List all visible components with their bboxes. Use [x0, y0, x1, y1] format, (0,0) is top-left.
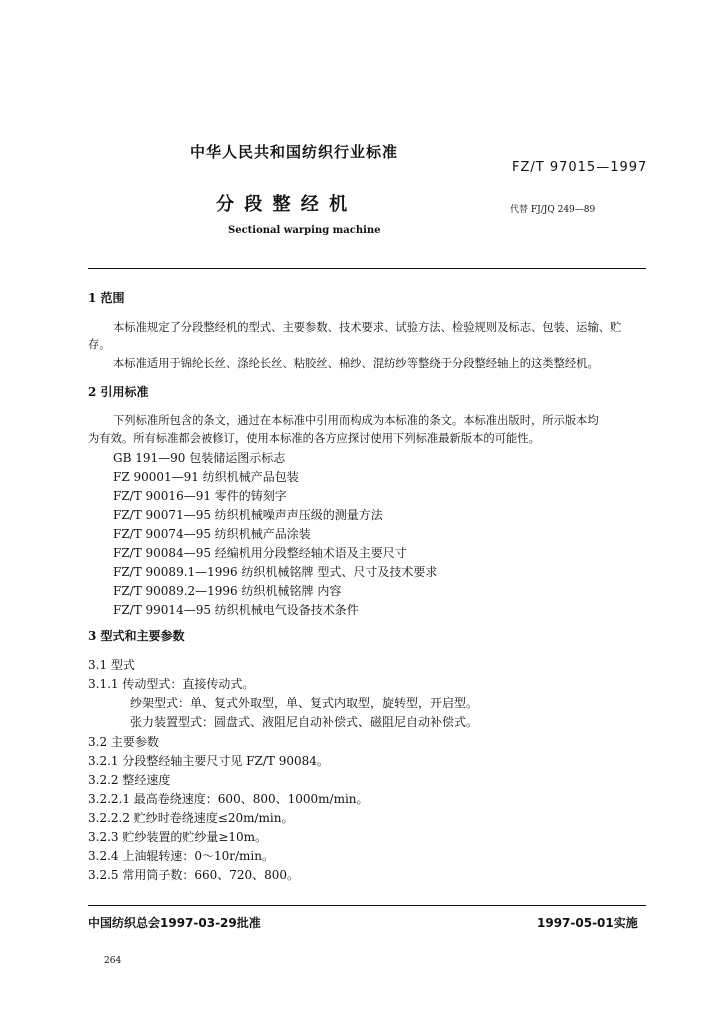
section-1-paragraph-2: 本标准适用于锦纶长丝、涤纶长丝、粘胶丝、棉纱、混纺纱等整绕于分段整经轴上的这类整经机。 [113, 357, 599, 370]
section-2-intro: 下列标准所包含的条文，通过在本标准中引用而构成为本标准的条文。本标准出版时，所示版本均 [113, 414, 599, 427]
implementation-date: 1997-05-01实施 [537, 916, 638, 930]
clause-3-2-2-1: 3.2.2.1 最高卷绕速度：600、800、1000m/min。 [88, 792, 369, 806]
english-title: Sectional warping machine [228, 225, 381, 236]
clause-tension-type: 张力装置型式：圆盘式、液阻尼自动补偿式、磁阻尼自动补偿式。 [130, 715, 479, 729]
reference-item: FZ/T 90084—95 经编机用分段整经轴术语及主要尺寸 [113, 546, 407, 560]
reference-item: FZ/T 90089.1—1996 纺织机械铭牌 型式、尺寸及技术要求 [113, 565, 438, 579]
clause-3-1: 3.1 型式 [88, 658, 135, 672]
standard-code: FZ/T 97015—1997 [512, 160, 648, 175]
reference-item: GB 191—90 包装储运图示标志 [113, 451, 286, 465]
org-title: 中华人民共和国纺织行业标准 [190, 143, 399, 161]
page-number: 264 [104, 956, 122, 966]
section-2-intro-cont: 为有效。所有标准都会被修订，使用本标准的各方应探讨使用下列标准最新版本的可能性。 [88, 432, 540, 445]
reference-item: FZ/T 90074—95 纺织机械产品涂装 [113, 527, 311, 541]
clause-3-2-4: 3.2.4 上油辊转速：0～10r/min。 [88, 849, 274, 863]
clause-3-2-3: 3.2.3 贮纱装置的贮纱量≥10m。 [88, 830, 268, 844]
section-2-heading: 2 引用标准 [88, 385, 149, 399]
clause-3-2: 3.2 主要参数 [88, 735, 159, 749]
reference-item: FZ/T 90016—91 零件的铸刻字 [113, 489, 287, 503]
document-title: 分 段 整 经 机 [216, 194, 350, 215]
clause-3-2-1: 3.2.1 分段整经轴主要尺寸见 FZ/T 90084。 [88, 754, 329, 768]
clause-3-2-5: 3.2.5 常用筒子数：660、720、800。 [88, 868, 300, 882]
footer-rule [88, 905, 646, 906]
reference-item: FZ/T 90071—95 纺织机械噪声声压级的测量方法 [113, 508, 383, 522]
clause-3-1-1: 3.1.1 传动型式：直接传动式。 [88, 677, 255, 691]
reference-item: FZ 90001—91 纺织机械产品包装 [113, 470, 299, 484]
header-rule [88, 268, 646, 269]
replaces-standard: 代替 FJ/JQ 249—89 [510, 205, 596, 215]
section-1-paragraph-1-cont: 存。 [88, 338, 111, 351]
section-1-heading: 1 范围 [88, 291, 125, 305]
reference-item: FZ/T 90089.2—1996 纺织机械铭牌 内容 [113, 584, 342, 598]
reference-item: FZ/T 99014—95 纺织机械电气设备技术条件 [113, 603, 359, 617]
approval-date: 中国纺织总会1997-03-29批准 [88, 916, 261, 930]
clause-creel-type: 纱架型式：单、复式外取型，单、复式内取型，旋转型，开启型。 [130, 696, 479, 710]
section-1-paragraph-1: 本标准规定了分段整经机的型式、主要参数、技术要求、试验方法、检验规则及标志、包装、运输、贮 [113, 321, 622, 334]
clause-3-2-2: 3.2.2 整经速度 [88, 773, 171, 787]
clause-3-2-2-2: 3.2.2.2 贮纱时卷绕速度≤20m/min。 [88, 811, 294, 825]
section-3-heading: 3 型式和主要参数 [88, 629, 185, 643]
